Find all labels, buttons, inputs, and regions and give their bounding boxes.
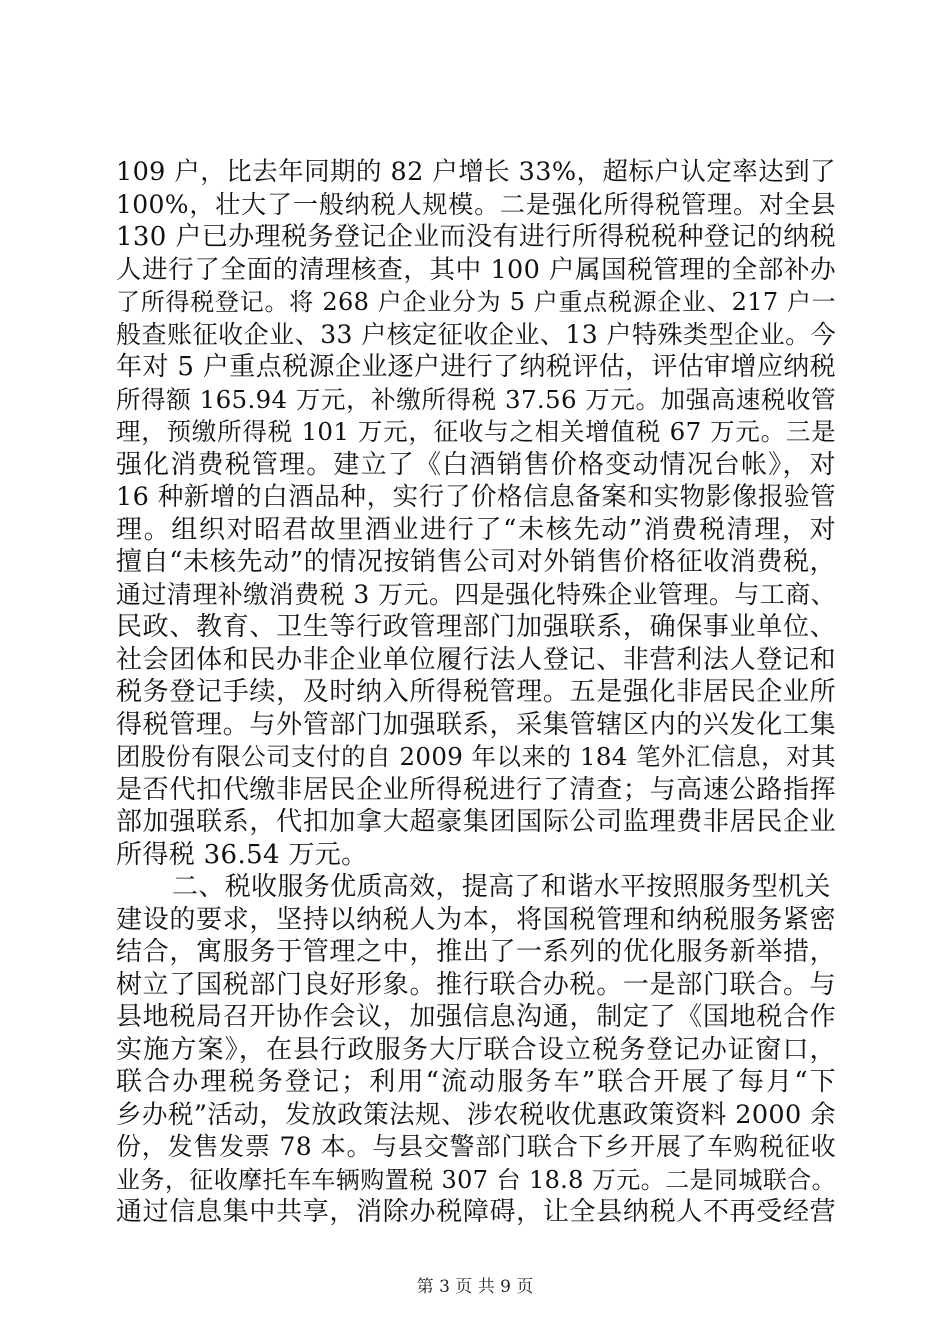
text-line: 团股份有限公司支付的自 2009 年以来的 184 笔外汇信息，对其 xyxy=(116,742,836,771)
text-line: 所得额 165.94 万元，补缴所得税 37.56 万元。加强高速税收管 xyxy=(116,384,836,414)
text-line: 树立了国税部门良好形象。推行联合办税。一是部门联合。与 xyxy=(116,969,836,1000)
text-line: 109 户，比去年同期的 82 户增长 33%，超标户认定率达到了 xyxy=(116,157,836,187)
text-line: 建设的要求，坚持以纳税人为本，将国税管理和纳税服务紧密 xyxy=(116,904,836,935)
text-line: 通过清理补缴消费税 3 万元。四是强化特殊企业管理。与工商、 xyxy=(116,579,836,609)
text-line: 社会团体和民办非企业单位履行法人登记、非营利法人登记和 xyxy=(116,644,836,675)
text-line: 理。组织对昭君故里酒业进行了“未核先动”消费税清理，对 xyxy=(116,514,836,545)
text-line: 民政、教育、卫生等行政管理部门加强联系，确保事业单位、 xyxy=(116,612,836,642)
text-line: 般查账征收企业、33 户核定征收企业、13 户特殊类型企业。今 xyxy=(116,319,836,349)
text-line: 县地税局召开协作会议，加强信息沟通，制定了《国地税合作 xyxy=(116,1002,836,1032)
text-line: 擅自“未核先动”的情况按销售公司对外销售价格征收消费税， xyxy=(116,547,836,577)
text-line: 人进行了全面的清理核查，其中 100 户属国税管理的全部补办 xyxy=(116,254,836,285)
text-line: 理，预缴所得税 101 万元，征收与之相关增值税 67 万元。三是 xyxy=(116,417,836,446)
text-line: 16 种新增的白酒品种，实行了价格信息备案和实物影像报验管 xyxy=(116,482,836,512)
page-number-footer: 第 3 页 共 9 页 xyxy=(416,1277,534,1297)
body-text xyxy=(116,156,836,1229)
text-line: 份，发售发票 78 本。与县交警部门联合下乡开展了车购税征收 xyxy=(116,1132,836,1161)
text-line: 部加强联系，代扣加拿大超豪集团国际公司监理费非居民企业 xyxy=(116,807,836,837)
text-line: 100%，壮大了一般纳税人规模。二是强化所得税管理。对全县 xyxy=(116,189,836,219)
paragraph-start-line: 二、税收服务优质高效，提高了和谐水平按照服务型机关 xyxy=(172,872,831,902)
text-line: 联合办理税务登记；利用“流动服务车”联合开展了每月“下 xyxy=(116,1067,836,1097)
text-line: 强化消费税管理。建立了《白酒销售价格变动情况台帐》，对 xyxy=(116,449,836,480)
text-line: 结合，寓服务于管理之中，推出了一系列的优化服务新举措， xyxy=(116,937,836,967)
text-line: 实施方案》，在县行政服务大厅联合设立税务登记办证窗口， xyxy=(116,1034,836,1065)
text-line: 得税管理。与外管部门加强联系，采集管辖区内的兴发化工集 xyxy=(116,709,836,740)
text-line: 所得税 36.54 万元。 xyxy=(116,839,368,870)
text-line: 130 户已办理税务登记企业而没有进行所得税税种登记的纳税 xyxy=(116,222,836,252)
text-line: 通过信息集中共享，消除办税障碍，让全县纳税人不再受经营 xyxy=(116,1197,836,1227)
text-line: 年对 5 户重点税源企业逐户进行了纳税评估，评估审增应纳税 xyxy=(116,352,836,382)
text-line: 乡办税”活动，发放政策法规、涉农税收优惠政策资料 2000 余 xyxy=(116,1099,836,1130)
text-line: 是否代扣代缴非居民企业所得税进行了清查；与高速公路指挥 xyxy=(116,774,836,805)
text-line: 了所得税登记。将 268 户企业分为 5 户重点税源企业、217 户一 xyxy=(116,288,836,316)
text-line: 业务，征收摩托车车辆购置税 307 台 18.8 万元。二是同城联合。 xyxy=(116,1165,836,1194)
text-line: 税务登记手续，及时纳入所得税管理。五是强化非居民企业所 xyxy=(116,677,836,707)
